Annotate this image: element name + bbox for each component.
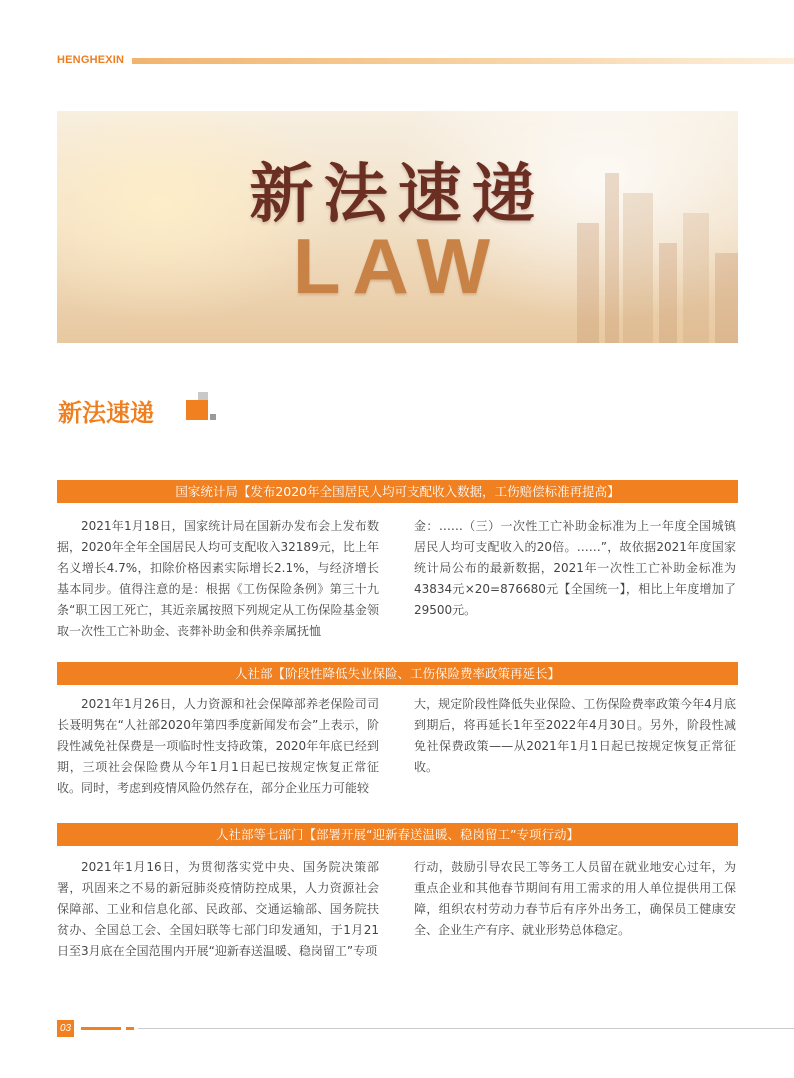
article-text-left: 2021年1月16日，为贯彻落实党中央、国务院决策部署，巩固来之不易的新冠肺炎疫情防控成果，人力资源社会保障部、工业和信息化部、民政部、交通运输部、国务院扶贫办、全国总工会、全国妇联等七部门印发通知，于1月21日至3月底在全国范围内开展“迎新春送温暖、稳岗留工”专项 [57, 860, 379, 958]
article-banner: 人社部【阶段性降低失业保险、工伤保险费率政策再延长】 [57, 662, 738, 685]
article-text-right: 金：……（三）一次性工亡补助金标准为上一年度全国城镇居民人均可支配收入的20倍。……”，故依据2021年度国家统计局公布的最新数据，2021年一次性工亡补助金标准为43834元×20=876680元【全国统一】，相比上年度增加了29500元。 [414, 519, 736, 617]
footer-rule [138, 1028, 794, 1029]
hero-title: 新法速递 [249, 158, 546, 232]
hero-banner [57, 111, 738, 343]
section-mark-icon [186, 392, 220, 422]
footer-rule [81, 1027, 121, 1030]
brand-name: HENGHEXIN [57, 54, 125, 66]
article-text-right: 大，规定阶段性降低失业保险、工伤保险费率政策今年4月底到期后，将再延长1年至2022年4月30日。另外，阶段性减免社保费政策——从2021年1月1日起已按规定恢复正常征收。 [414, 697, 736, 774]
article-text-right: 行动，鼓励引导农民工等务工人员留在就业地安心过年，为重点企业和其他春节期间有用工需求的用人单位提供用工保障，组织农村劳动力春节后有序外出务工，确保员工健康安全、企业生产有序、就业形势总体稳定。 [414, 860, 736, 937]
article-banner: 人社部等七部门【部署开展“迎新春送温暖、稳岗留工”专项行动】 [57, 823, 738, 846]
hero-subtitle: LAW [292, 222, 503, 310]
page-number: 03 [57, 1020, 74, 1037]
header-bar [132, 58, 794, 64]
section-title: 新法速递 [58, 399, 154, 427]
article-text-left: 2021年1月18日，国家统计局在国新办发布会上发布数据，2020年全年全国居民人均可支配收入32189元，比上年名义增长4.7%，扣除价格因素实际增长2.1%，与经济增长基本同步。值得注意的是：根据《工伤保险条例》第三十九条“职工因工死亡，其近亲属按照下列规定从工伤保险基金领取一次性工亡补助金、丧葬补助金和供养亲属抚恤 [57, 519, 379, 638]
article-banner: 国家统计局【发布2020年全国居民人均可支配收入数据，工伤赔偿标准再提高】 [57, 480, 738, 503]
footer-rule [126, 1027, 134, 1030]
article-text-left: 2021年1月26日，人力资源和社会保障部养老保险司司长聂明隽在“人社部2020年第四季度新闻发布会”上表示，阶段性减免社保费是一项临时性支持政策，2020年年底已经到期，三项社会保险费从今年1月1日起已按规定恢复正常征收。同时，考虑到疫情风险仍然存在，部分企业压力可能较 [57, 697, 379, 795]
